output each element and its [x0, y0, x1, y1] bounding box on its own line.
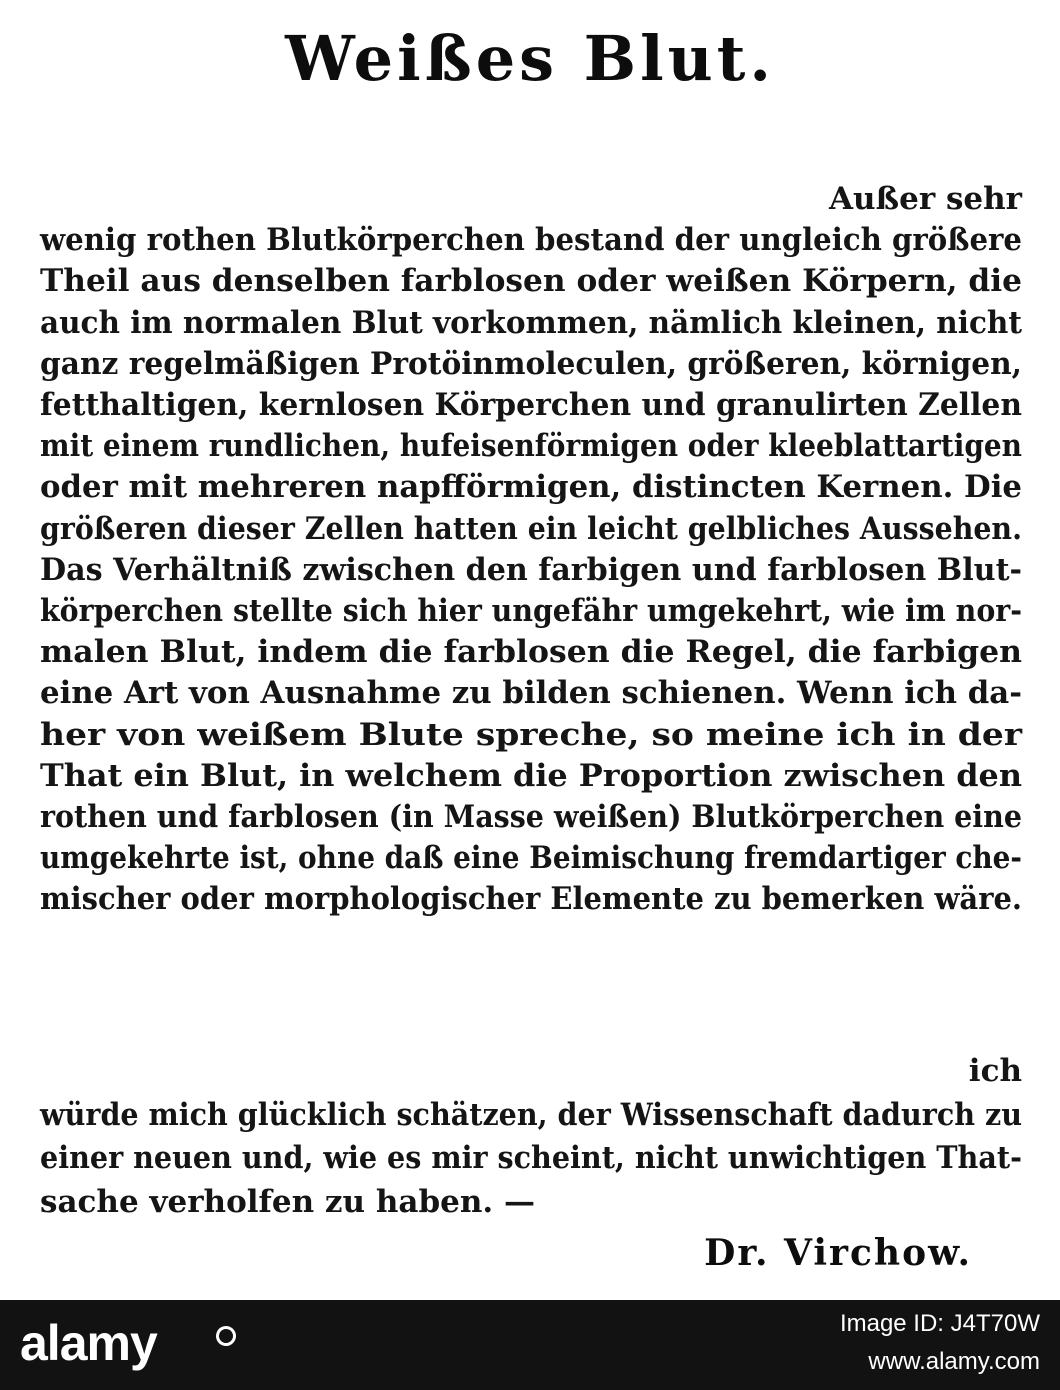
text-line: größeren dieser Zellen hatten ein leicht gelbliches Aussehen.	[40, 510, 1022, 547]
text-line: her von weißem Blute spreche, so meine ich in der	[40, 716, 1022, 753]
text-line: fetthaltigen, kernlosen Körperchen und granulirten Zellen	[40, 387, 1022, 423]
document-title: Weißes Blut.	[285, 22, 775, 95]
text-line: oder mit mehreren napfförmigen, distincten Kernen. Die	[40, 469, 1022, 506]
text-line: körperchen stellte sich hier ungefähr umgekehrt, wie im nor-	[40, 593, 1022, 629]
image-id: Image ID: J4T70W	[839, 1310, 1040, 1337]
site-url: www.alamy.com	[868, 1348, 1040, 1375]
text-line: sache verholfen zu haben. —	[40, 1183, 536, 1220]
text-line: mischer oder morphologischer Elemente zu bemerken wäre.	[40, 881, 1022, 918]
text-line: würde mich glücklich schätzen, der Wissenschaft dadurch zu	[40, 1096, 1022, 1133]
text-line: einer neuen und, wie es mir scheint, nicht unwichtigen That-	[40, 1140, 1022, 1176]
text-line: That ein Blut, in welchem die Proportion zwischen den	[40, 757, 1022, 794]
text-line: eine Art von Ausnahme zu bilden schienen. Wenn ich da-	[40, 675, 1022, 712]
watermark-banner	[0, 1300, 1060, 1390]
brand-logo-mark-icon	[213, 1323, 239, 1349]
text-line: malen Blut, indem die farblosen die Regel, die farbigen	[40, 634, 1023, 671]
text-line: Außer sehr	[828, 181, 1022, 217]
text-line: mit einem rundlichen, hufeisenförmigen oder kleeblattartigen	[40, 428, 1022, 465]
brand-logo: alamy	[20, 1315, 157, 1371]
text-line: auch im normalen Blut vorkommen, nämlich kleinen, nicht	[40, 304, 1022, 341]
text-line: ganz regelmäßigen Protöinmoleculen, größeren, körnigen,	[40, 345, 1022, 382]
text-line: Das Verhältniß zwischen den farbigen und farblosen Blut-	[40, 551, 1022, 588]
text-line: wenig rothen Blutkörperchen bestand der ungleich größere	[40, 222, 1022, 259]
text-line: Theil aus denselben farblosen oder weißen Körpern, die	[40, 263, 1023, 300]
signature: Dr. Virchow.	[704, 1232, 972, 1274]
text-line: umgekehrte ist, ohne daß eine Beimischung fremdartiger che-	[40, 840, 1022, 877]
text-line: rothen und farblosen (in Masse weißen) Blutkörperchen eine	[40, 799, 1022, 835]
text-line: ich	[968, 1053, 1022, 1089]
